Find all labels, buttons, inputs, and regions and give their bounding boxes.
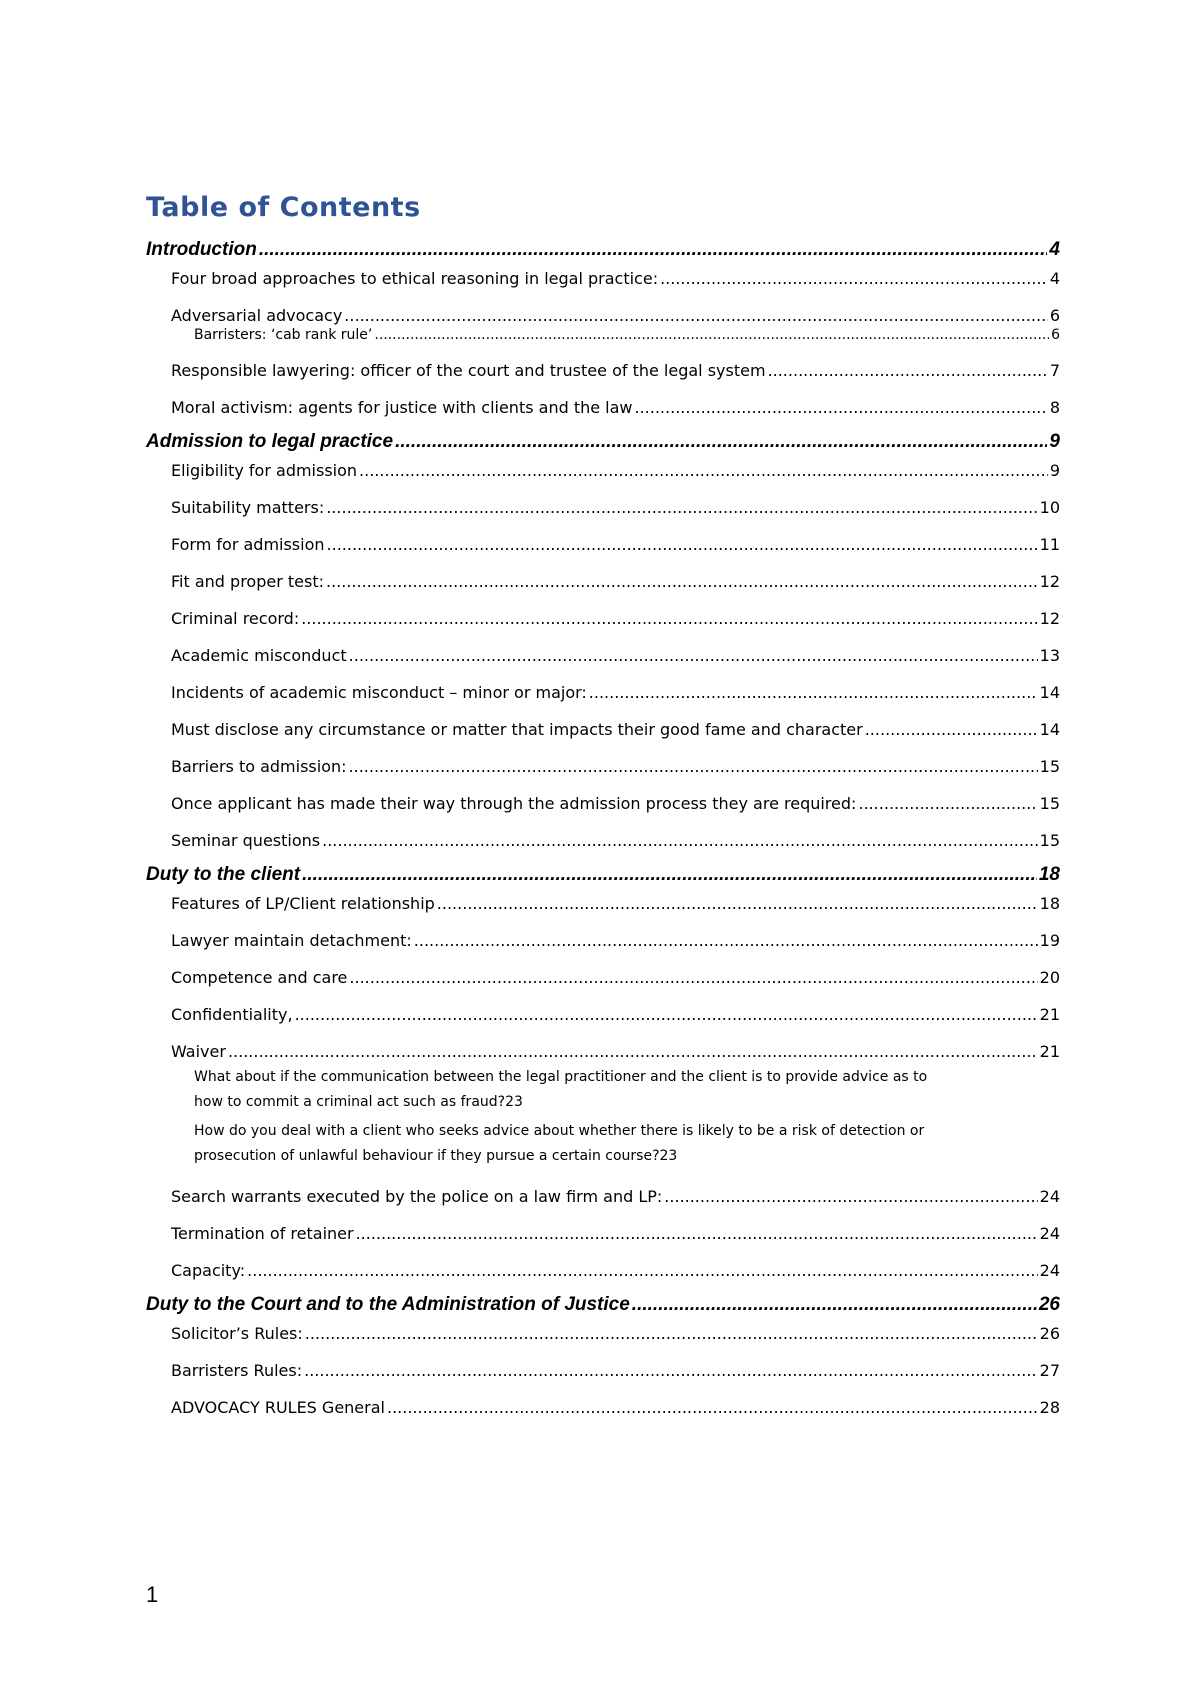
dot-leader (304, 1361, 1038, 1380)
dot-leader (395, 431, 1047, 453)
toc-entry-page-number: 4 (1049, 239, 1060, 260)
toc-entry-label: Termination of retainer (171, 1224, 354, 1243)
toc-entry-label: Barristers Rules: (171, 1361, 303, 1380)
toc-entry-page-number: 26 (1038, 1294, 1060, 1315)
dot-leader (301, 609, 1037, 628)
toc-entry-page-number: 15 (1039, 794, 1060, 813)
dot-leader (344, 306, 1048, 325)
toc-entry-page-number: 20 (1039, 968, 1060, 987)
toc-entry-page-number: 28 (1039, 1398, 1060, 1417)
dot-leader (437, 894, 1038, 913)
toc-entry-label: ADVOCACY RULES General (171, 1398, 385, 1417)
toc-entry-line2 (194, 1144, 1060, 1169)
toc-entry-page-number: 9 (1049, 461, 1060, 480)
toc-entry-level-2[interactable] (146, 572, 1060, 591)
toc-entry-page-number: 12 (1039, 572, 1060, 591)
toc-entry-page-number: 21 (1039, 1042, 1060, 1061)
dot-leader (632, 1294, 1037, 1316)
dot-leader (858, 794, 1037, 813)
toc-entry-label-continued: prosecution of unlawful behaviour if they pursue a certain course? (194, 1148, 660, 1164)
dot-leader (768, 361, 1048, 380)
toc-entry-level-2[interactable] (146, 398, 1060, 417)
dot-leader (414, 931, 1038, 950)
toc-entry-label: Eligibility for admission (171, 461, 358, 480)
toc-entry-level-2[interactable] (146, 1261, 1060, 1280)
toc-entry-label: Duty to the Court and to the Administration of Justice (146, 1294, 630, 1315)
toc-entry-line2 (194, 1090, 1060, 1115)
toc-entry-label: Once applicant has made their way through the admission process they are required: (171, 794, 857, 813)
toc-entry-page-number: 9 (1049, 431, 1060, 452)
toc-entry-page-number: 23 (659, 1148, 678, 1164)
toc-entry-level-1[interactable] (146, 1294, 1060, 1316)
toc-entry-label: Lawyer maintain detachment: (171, 931, 412, 950)
toc-entry-level-2[interactable] (146, 931, 1060, 950)
toc-entry-page-number: 18 (1038, 864, 1060, 885)
dot-leader (322, 831, 1038, 850)
toc-entry-page-number: 8 (1049, 398, 1060, 417)
toc-entry-level-2[interactable] (146, 757, 1060, 776)
toc-entry-label: Barristers: ‘cab rank rule’ (194, 327, 373, 343)
toc-entry-page-number: 6 (1049, 306, 1060, 325)
toc-entry-page-number: 26 (1039, 1324, 1060, 1343)
toc-entry-level-2[interactable] (146, 683, 1060, 702)
toc-entry-level-2[interactable] (146, 1324, 1060, 1343)
dot-leader (664, 1187, 1037, 1206)
footer-page-number: 1 (146, 1582, 159, 1607)
toc-entry-label: Admission to legal practice (146, 431, 394, 452)
toc-entry-page-number: 13 (1039, 646, 1060, 665)
dot-leader (635, 398, 1048, 417)
toc-entry-level-1[interactable] (146, 864, 1060, 886)
toc-entry-level-3[interactable] (146, 327, 1060, 343)
toc-entry-label: Criminal record: (171, 609, 300, 628)
toc-entry-label: Suitability matters: (171, 498, 325, 517)
dot-leader (327, 535, 1038, 554)
toc-entry-label: Adversarial advocacy (171, 306, 343, 325)
dot-leader (374, 327, 1049, 343)
toc-entry-page-number: 24 (1039, 1187, 1060, 1206)
toc-entry-level-2[interactable] (146, 831, 1060, 850)
toc-entry-level-2[interactable] (146, 535, 1060, 554)
dot-leader (349, 646, 1038, 665)
toc-entry-level-2[interactable] (146, 794, 1060, 813)
toc-entry-label: Responsible lawyering: officer of the court and trustee of the legal system (171, 361, 766, 380)
toc-title: Table of Contents (146, 192, 421, 223)
toc-entry-level-3[interactable] (146, 1065, 1060, 1115)
toc-entry-label: What about if the communication between the legal practitioner and the client is to provide advice as to (194, 1069, 928, 1085)
toc-entry-label: Search warrants executed by the police on a law firm and LP: (171, 1187, 663, 1206)
toc-entry-label: Solicitor’s Rules: (171, 1324, 303, 1343)
toc-entry-level-3[interactable] (146, 1119, 1060, 1169)
toc-entry-label: Competence and care (171, 968, 348, 987)
toc-entry-label: Duty to the client (146, 864, 301, 885)
toc-entry-page-number: 12 (1039, 609, 1060, 628)
dot-leader (228, 1042, 1038, 1061)
toc-entry-label: Fit and proper test: (171, 572, 324, 591)
toc-entry-level-1[interactable] (146, 239, 1060, 261)
toc-entry-label: Introduction (146, 239, 257, 260)
toc-entry-page-number: 15 (1039, 831, 1060, 850)
toc-entry-page-number: 23 (505, 1094, 523, 1110)
toc-entry-label: Features of LP/Client relationship (171, 894, 435, 913)
dot-leader (589, 683, 1038, 702)
toc-entry-page-number: 21 (1039, 1005, 1060, 1024)
toc-entry-label: Incidents of academic misconduct – minor or major: (171, 683, 587, 702)
toc-entry-level-2[interactable] (146, 1398, 1060, 1417)
toc-entry-label: How do you deal with a client who seeks advice about whether there is likely to be a risk of detection or (194, 1123, 925, 1139)
toc-entry-level-2[interactable] (146, 361, 1060, 380)
dot-leader (302, 864, 1037, 886)
dot-leader (359, 461, 1048, 480)
toc-entry-label: Four broad approaches to ethical reasoning in legal practice: (171, 269, 659, 288)
toc-page (146, 192, 1060, 1417)
toc-entry-level-2[interactable] (146, 1042, 1060, 1061)
toc-entry-label: Form for admission (171, 535, 325, 554)
toc-entry-level-2[interactable] (146, 720, 1060, 739)
toc-entry-page-number: 24 (1039, 1261, 1060, 1280)
toc-entry-level-2[interactable] (146, 646, 1060, 665)
dot-leader (356, 1224, 1038, 1243)
toc-entry-level-1[interactable] (146, 431, 1060, 453)
toc-entry-level-2[interactable] (146, 1005, 1060, 1024)
dot-leader (326, 498, 1037, 517)
toc-entry-level-2[interactable] (146, 461, 1060, 480)
toc-entry-page-number: 10 (1039, 498, 1060, 517)
toc-entry-level-2[interactable] (146, 306, 1060, 325)
toc-entry-level-2[interactable] (146, 269, 1060, 288)
toc-entry-label: Capacity: (171, 1261, 246, 1280)
dot-leader (247, 1261, 1037, 1280)
toc-entry-label: Academic misconduct (171, 646, 347, 665)
toc-entry-level-2[interactable] (146, 894, 1060, 913)
toc-entry-page-number: 27 (1039, 1361, 1060, 1380)
toc-list (146, 239, 1060, 1417)
toc-entry-page-number: 14 (1039, 720, 1060, 739)
toc-entry-label: Confidentiality, (171, 1005, 293, 1024)
dot-leader (295, 1005, 1038, 1024)
dot-leader (387, 1398, 1038, 1417)
toc-entry-level-2[interactable] (146, 1187, 1060, 1206)
toc-entry-level-2[interactable] (146, 1224, 1060, 1243)
toc-entry-label: Moral activism: agents for justice with clients and the law (171, 398, 633, 417)
dot-leader (326, 572, 1038, 591)
toc-entry-level-2[interactable] (146, 609, 1060, 628)
toc-entry-page-number: 7 (1049, 361, 1060, 380)
toc-entry-label: Waiver (171, 1042, 226, 1061)
dot-leader (660, 269, 1048, 288)
toc-entry-level-2[interactable] (146, 1361, 1060, 1380)
toc-entry-page-number: 4 (1049, 269, 1060, 288)
dot-leader (259, 239, 1048, 261)
dot-leader (865, 720, 1038, 739)
toc-entry-page-number: 6 (1051, 327, 1060, 343)
dot-leader (349, 968, 1037, 987)
toc-entry-page-number: 24 (1039, 1224, 1060, 1243)
toc-entry-page-number: 15 (1039, 757, 1060, 776)
toc-entry-page-number: 19 (1039, 931, 1060, 950)
toc-entry-level-2[interactable] (146, 498, 1060, 517)
toc-entry-label-continued: how to commit a criminal act such as fraud? (194, 1094, 506, 1110)
toc-entry-page-number: 14 (1039, 683, 1060, 702)
toc-entry-label: Must disclose any circumstance or matter that impacts their good fame and character (171, 720, 863, 739)
toc-entry-label: Barriers to admission: (171, 757, 347, 776)
dot-leader (349, 757, 1038, 776)
dot-leader (305, 1324, 1038, 1343)
toc-entry-level-2[interactable] (146, 968, 1060, 987)
toc-entry-page-number: 18 (1039, 894, 1060, 913)
toc-entry-page-number: 11 (1039, 535, 1060, 554)
toc-entry-label: Seminar questions (171, 831, 321, 850)
